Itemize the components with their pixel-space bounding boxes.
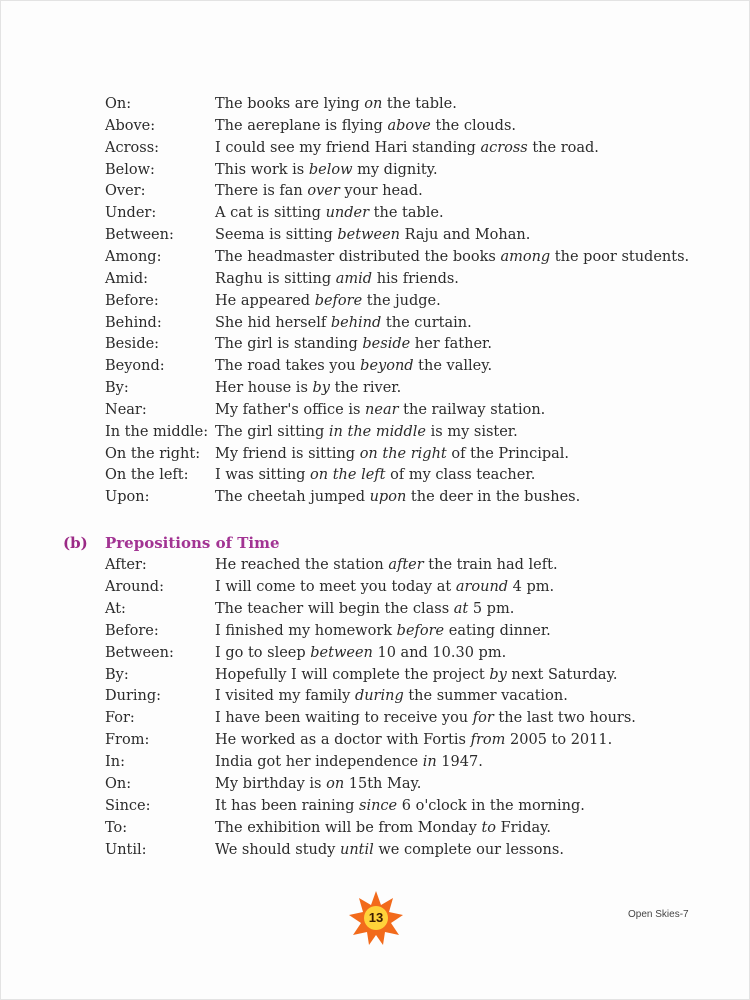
preposition-row — [0, 795, 750, 817]
sentence-text: 4 pm. — [508, 578, 555, 595]
preposition-highlight: by — [489, 666, 507, 683]
preposition-term: Until: — [105, 841, 147, 858]
preposition-highlight: in — [422, 754, 437, 771]
sentence-text: the judge. — [362, 292, 441, 309]
preposition-highlight: upon — [369, 489, 407, 506]
preposition-row — [0, 839, 750, 861]
sentence-text: eating dinner. — [444, 622, 551, 639]
preposition-term: Under: — [105, 205, 157, 222]
sentence-text: the summer vacation. — [403, 688, 568, 705]
preposition-row — [0, 93, 750, 115]
example-sentence — [215, 817, 551, 839]
example-sentence — [215, 137, 599, 159]
sentence-text: Raghu is sitting — [215, 270, 336, 287]
example-sentence — [215, 224, 530, 246]
sentence-text: The girl sitting — [215, 423, 329, 440]
preposition-term: Near: — [105, 401, 147, 418]
sentence-text: A cat is sitting — [215, 205, 326, 222]
sentence-text: the road. — [527, 139, 599, 156]
example-sentence — [215, 576, 554, 598]
sentence-text: I visited my family — [215, 688, 355, 705]
sentence-text: I will come to meet you today at — [215, 578, 456, 595]
preposition-term: By: — [105, 666, 129, 683]
preposition-row — [0, 620, 750, 642]
preposition-highlight: amid — [335, 270, 373, 287]
preposition-term: For: — [105, 710, 135, 727]
example-sentence — [215, 729, 612, 751]
preposition-highlight: across — [480, 139, 528, 156]
book-title-footer: Open Skies-7 — [628, 909, 689, 920]
preposition-highlight: to — [481, 819, 496, 836]
example-sentence — [215, 290, 441, 312]
example-sentence — [215, 355, 492, 377]
sentence-text: of my class teacher. — [385, 467, 536, 484]
sentence-text: her father. — [410, 336, 492, 353]
sentence-text: the train had left. — [423, 557, 558, 573]
preposition-highlight: after — [388, 557, 424, 573]
preposition-row — [0, 159, 750, 181]
sentence-text: He worked as a doctor with Fortis — [215, 732, 471, 749]
sentence-text: we complete our lessons. — [373, 841, 564, 858]
sentence-text: 6 o'clock in the morning. — [397, 797, 585, 814]
preposition-highlight: between — [337, 227, 400, 244]
sentence-text: The girl is standing — [215, 336, 363, 353]
preposition-highlight: on the left — [310, 467, 386, 484]
preposition-term: From: — [105, 732, 150, 749]
example-sentence — [215, 421, 518, 443]
preposition-term: On: — [105, 776, 132, 792]
example-sentence — [215, 443, 569, 465]
preposition-term: By: — [105, 380, 129, 397]
preposition-row — [0, 817, 750, 839]
preposition-term: Between: — [105, 644, 174, 661]
preposition-row — [0, 443, 750, 465]
sentence-text: the clouds. — [430, 117, 517, 134]
example-sentence — [215, 554, 558, 576]
preposition-row — [0, 312, 750, 334]
section-title: Prepositions of Time — [105, 534, 280, 552]
preposition-term: Above: — [105, 117, 156, 134]
preposition-highlight: on the right — [359, 445, 447, 462]
sentence-text: 5 pm. — [468, 600, 515, 617]
sentence-text: This work is — [215, 161, 309, 178]
sentence-text: I have been waiting to receive you — [215, 710, 473, 727]
sentence-text: the deer in the bushes. — [406, 489, 581, 506]
sentence-text: I was sitting — [215, 467, 311, 484]
sentence-text: 2005 to 2011. — [505, 732, 613, 749]
example-sentence — [215, 377, 401, 399]
sentence-text: Friday. — [496, 819, 552, 836]
example-sentence — [215, 159, 438, 181]
example-sentence — [215, 93, 457, 115]
preposition-row — [0, 290, 750, 312]
sentence-text: the valley. — [413, 358, 493, 375]
preposition-term: Among: — [105, 248, 162, 265]
preposition-row — [0, 224, 750, 246]
sentence-text: 15th May. — [344, 776, 422, 792]
preposition-row — [0, 377, 750, 399]
example-sentence — [215, 751, 483, 773]
sentence-text: My birthday is — [215, 776, 327, 792]
sentence-text: The teacher will begin the class — [215, 600, 454, 617]
sentence-text: the curtain. — [381, 314, 472, 331]
preposition-row — [0, 399, 750, 421]
sentence-text: 1947. — [436, 754, 483, 771]
preposition-highlight: around — [455, 578, 509, 595]
sentence-text: the railway station. — [398, 401, 546, 418]
example-sentence — [215, 333, 492, 355]
preposition-term: On the right: — [105, 445, 201, 462]
preposition-highlight: until — [339, 841, 374, 858]
preposition-term: Across: — [105, 139, 160, 156]
preposition-highlight: beyond — [360, 358, 414, 375]
sentence-text: Seema is sitting — [215, 227, 338, 244]
sentence-text: Raju and Mohan. — [400, 227, 531, 244]
example-sentence — [215, 664, 617, 686]
sentence-text: We should study — [215, 841, 340, 858]
sentence-text: My father's office is — [215, 401, 366, 418]
sentence-text: I go to sleep — [215, 644, 311, 661]
sentence-text: I could see my friend Hari standing — [215, 139, 481, 156]
sentence-text: He reached the station — [215, 557, 389, 573]
example-sentence — [215, 773, 421, 795]
preposition-term: During: — [105, 688, 162, 705]
example-sentence — [215, 707, 636, 729]
preposition-term: Beyond: — [105, 358, 165, 375]
preposition-row — [0, 355, 750, 377]
preposition-term: Since: — [105, 797, 151, 814]
example-sentence — [215, 839, 564, 861]
sentence-text: the table. — [369, 205, 444, 222]
preposition-term: Behind: — [105, 314, 162, 331]
page-number: 13 — [368, 910, 384, 925]
preposition-term: Beside: — [105, 336, 160, 353]
preposition-term: In the middle: — [105, 423, 209, 440]
example-sentence — [215, 399, 545, 421]
example-sentence — [215, 486, 580, 508]
sentence-text: It has been raining — [215, 797, 360, 814]
preposition-highlight: below — [308, 161, 353, 178]
preposition-row — [0, 751, 750, 773]
sentence-text: the last two hours. — [493, 710, 636, 727]
preposition-highlight: before — [396, 622, 445, 639]
example-sentence — [215, 464, 535, 486]
sentence-text: The books are lying — [215, 96, 365, 112]
preposition-highlight: among — [500, 248, 551, 265]
preposition-highlight: on — [326, 776, 345, 792]
sentence-text: The road takes you — [215, 358, 361, 375]
example-sentence — [215, 312, 472, 334]
preposition-row — [0, 246, 750, 268]
sentence-text: I finished my homework — [215, 622, 397, 639]
sentence-text: My friend is sitting — [215, 445, 360, 462]
preposition-highlight: under — [325, 205, 370, 222]
preposition-highlight: by — [312, 380, 330, 397]
example-sentence — [215, 115, 516, 137]
sentence-text: The cheetah jumped — [215, 489, 370, 506]
preposition-row — [0, 576, 750, 598]
preposition-row — [0, 773, 750, 795]
preposition-highlight: over — [307, 183, 340, 200]
preposition-term: Amid: — [105, 270, 149, 287]
sentence-text: of the Principal. — [446, 445, 570, 462]
sentence-text: Her house is — [215, 380, 313, 397]
sentence-text: The aereplane is flying — [215, 117, 388, 134]
preposition-highlight: in the middle — [328, 423, 427, 440]
sentence-text: India got her independence — [215, 754, 423, 771]
preposition-row — [0, 486, 750, 508]
example-sentence — [215, 598, 514, 620]
example-sentence — [215, 685, 568, 707]
sentence-text: the river. — [329, 380, 402, 397]
preposition-row — [0, 642, 750, 664]
preposition-term: Below: — [105, 161, 155, 178]
example-sentence — [215, 202, 444, 224]
preposition-row — [0, 137, 750, 159]
preposition-highlight: for — [472, 710, 494, 727]
sentence-text: The headmaster distributed the books — [215, 248, 501, 265]
preposition-row — [0, 554, 750, 576]
sentence-text: the poor students. — [550, 248, 690, 265]
preposition-row — [0, 464, 750, 486]
preposition-highlight: during — [354, 688, 404, 705]
preposition-term: Between: — [105, 227, 174, 244]
sentence-text: my dignity. — [352, 161, 438, 178]
preposition-term: On: — [105, 96, 132, 112]
preposition-highlight: beside — [362, 336, 411, 353]
preposition-row — [0, 598, 750, 620]
preposition-row — [0, 115, 750, 137]
example-sentence — [215, 246, 689, 268]
preposition-term: At: — [105, 600, 126, 617]
preposition-row — [0, 707, 750, 729]
preposition-term: After: — [105, 557, 147, 573]
preposition-row — [0, 664, 750, 686]
sentence-text: the table. — [382, 96, 457, 112]
preposition-term: Before: — [105, 292, 159, 309]
preposition-highlight: since — [359, 797, 398, 814]
sentence-text: 10 and 10.30 pm. — [372, 644, 507, 661]
sentence-text: his friends. — [372, 270, 459, 287]
preposition-highlight: behind — [330, 314, 382, 331]
preposition-row — [0, 180, 750, 202]
preposition-highlight: before — [314, 292, 363, 309]
preposition-row — [0, 421, 750, 443]
sentence-text: The exhibition will be from Monday — [215, 819, 482, 836]
sentence-text: He appeared — [215, 292, 315, 309]
preposition-term: Over: — [105, 183, 146, 200]
preposition-highlight: from — [470, 732, 506, 749]
preposition-highlight: at — [453, 600, 469, 617]
preposition-term: Upon: — [105, 489, 150, 506]
preposition-term: To: — [105, 819, 128, 836]
example-sentence — [215, 268, 459, 290]
sentence-text: your head. — [339, 183, 423, 200]
preposition-highlight: on — [364, 96, 383, 112]
example-sentence — [215, 180, 423, 202]
section-label: (b) — [63, 534, 88, 552]
sentence-text: She hid herself — [215, 314, 331, 331]
preposition-term: Before: — [105, 622, 159, 639]
preposition-row — [0, 685, 750, 707]
example-sentence — [215, 620, 551, 642]
preposition-term: On the left: — [105, 467, 189, 484]
preposition-term: Around: — [105, 578, 164, 595]
sentence-text: is my sister. — [426, 423, 518, 440]
sentence-text: There is fan — [215, 183, 308, 200]
sentence-text: Hopefully I will complete the project — [215, 666, 490, 683]
example-sentence — [215, 795, 585, 817]
example-sentence — [215, 642, 506, 664]
preposition-row — [0, 333, 750, 355]
preposition-row — [0, 202, 750, 224]
sentence-text: next Saturday. — [506, 666, 618, 683]
preposition-highlight: above — [387, 117, 431, 134]
preposition-highlight: between — [310, 644, 373, 661]
preposition-term: In: — [105, 754, 125, 771]
preposition-row — [0, 729, 750, 751]
preposition-highlight: near — [365, 401, 399, 418]
preposition-row — [0, 268, 750, 290]
